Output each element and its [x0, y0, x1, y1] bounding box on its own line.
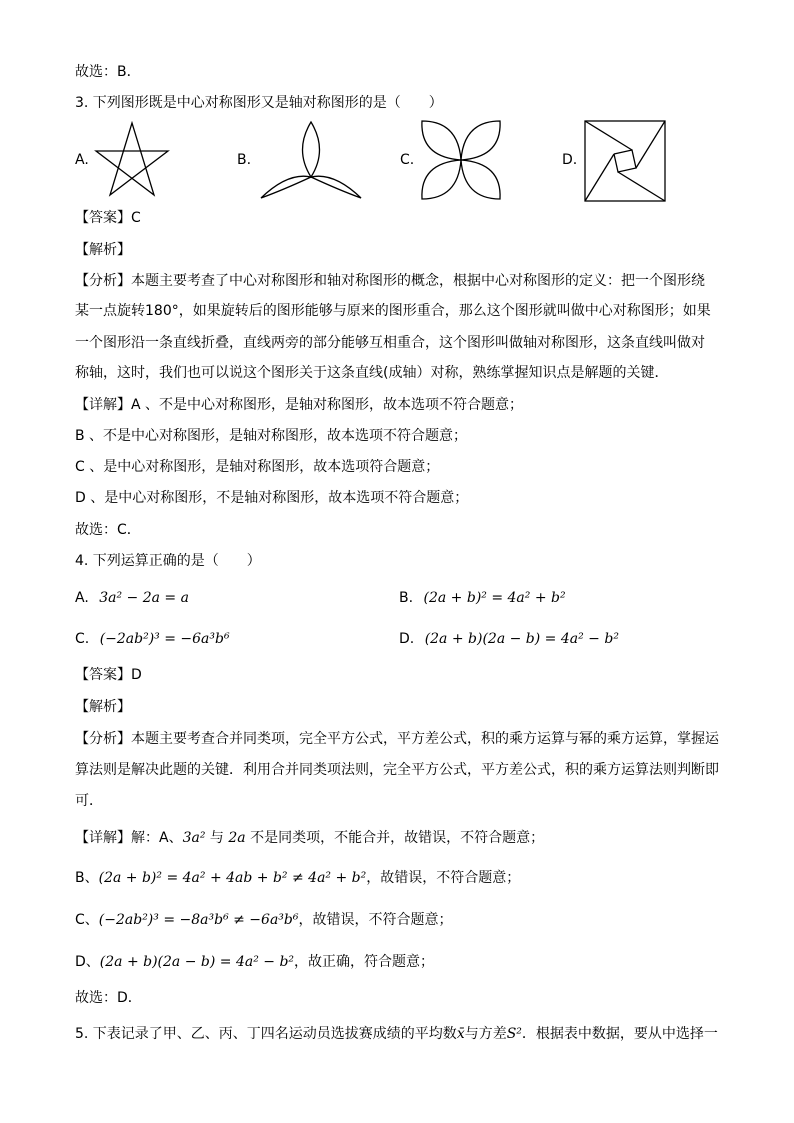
q4-option-d: [399, 628, 619, 650]
q3-detail-line-d: D 、是中心对称图形，不是轴对称图形，故本选项不符合题意；: [75, 490, 469, 506]
q3-analysis-line-2: 某一点旋转180°，如果旋转后的图形能够与原来的图形重合，那么这个图形就叫做中心对称图形；如果: [75, 303, 711, 319]
q4-option-d-label: D.: [399, 631, 415, 647]
q5-xbar: x̄: [456, 1026, 465, 1042]
q4-detail-line-c: [75, 909, 452, 931]
q4-detail-b-suffix: ，故错误，不符合题意；: [366, 870, 521, 886]
q3-detail-line-b: B 、不是中心对称图形，是轴对称图形，故本选项不符合题意；: [75, 428, 468, 444]
q5-stem-suffix: ．根据表中数据，要从中选择一: [521, 1026, 718, 1042]
q5-variance-symbol: S²: [506, 1026, 522, 1042]
q4-detail-c-expr: (−2ab²)³ = −8a³b⁶ ≠ −6a³b⁶: [98, 912, 299, 928]
q4-detail-line-b: [75, 867, 520, 889]
q4-detail-b-expr: (2a + b)² = 4a² + 4ab + b² ≠ 4a² + b²: [98, 870, 367, 886]
q5-stem-prefix: 5. 下表记录了甲、乙、丙、丁四名运动员选拔赛成绩的平均数: [75, 1026, 457, 1042]
q4-option-b-expr: (2a + b)² = 4a² + b²: [423, 590, 566, 606]
q4-option-a-label: A.: [75, 590, 89, 606]
prev-conclusion: 故选：B．: [75, 64, 141, 80]
q4-analysis-line-3: 可．: [75, 793, 103, 809]
q4-answer: 【答案】D: [75, 667, 142, 683]
q4-option-a-expr: 3a² − 2a = a: [99, 590, 189, 606]
q4-conclusion: 故选：D．: [75, 990, 142, 1006]
q3-option-b-label: B.: [237, 152, 252, 168]
q3-detail-line-a: 【详解】A 、不是中心对称图形，是轴对称图形，故本选项不符合题意；: [75, 397, 524, 413]
q4-detail-a-prefix: 【详解】解：A、: [75, 830, 183, 846]
q3-figure-a-star: [94, 121, 170, 199]
q4-detail-a-expr1: 3a²: [182, 830, 206, 846]
q3-stem: 3. 下列图形既是中心对称图形又是轴对称图形的是（ ）: [75, 95, 443, 111]
q4-option-b: [399, 587, 566, 609]
q3-analysis-line-1: 【分析】本题主要考查了中心对称图形和轴对称图形的概念，根据中心对称图形的定义：把一个图形绕: [75, 273, 705, 289]
q4-analysis-line-1: 【分析】本题主要考查合并同类项，完全平方公式，平方差公式，积的乘方运算与幂的乘方运算，掌握运: [75, 731, 719, 747]
q3-option-a-label: A.: [75, 152, 89, 168]
q3-jiexi-heading: 【解析】: [75, 242, 131, 258]
q4-detail-a-mid: 与: [205, 830, 229, 846]
q4-detail-a-suffix: 不是同类项，不能合并，故错误，不符合题意；: [245, 830, 545, 846]
q4-option-c: [75, 628, 230, 650]
q3-figure-d-pinwheel-square: [584, 120, 666, 202]
q3-option-d-label: D.: [562, 152, 578, 168]
q4-detail-c-suffix: ，故错误，不符合题意；: [298, 912, 453, 928]
q3-analysis-line-4: 称轴，这时，我们也可以说这个图形关于这条直线(成轴）对称，熟练掌握知识点是解题的关键．: [75, 365, 669, 381]
q5-stem-mid: 与方差: [464, 1026, 507, 1042]
q4-detail-d-prefix: D、: [75, 954, 100, 970]
q4-option-a: [75, 587, 189, 609]
q3-option-c-label: C.: [400, 152, 415, 168]
q4-option-b-label: B.: [399, 590, 414, 606]
q4-detail-b-prefix: B、: [75, 870, 99, 886]
q4-detail-line-d: [75, 951, 434, 973]
q4-detail-d-suffix: ，故正确，符合题意；: [294, 954, 435, 970]
q3-figure-c-four-petals: [418, 119, 504, 201]
q4-detail-a-expr2: 2a: [228, 830, 246, 846]
q3-figure-b-three-petals: [258, 120, 364, 200]
q4-detail-d-expr: (2a + b)(2a − b) = 4a² − b²: [99, 954, 295, 970]
q3-detail-line-c: C 、是中心对称图形，是轴对称图形，故本选项符合题意；: [75, 459, 440, 475]
q3-conclusion: 故选：C．: [75, 522, 141, 538]
q4-stem: 4. 下列运算正确的是（ ）: [75, 553, 261, 569]
q5-stem: [75, 1023, 718, 1045]
q3-analysis-line-3: 一个图形沿一条直线折叠，直线两旁的部分能够互相重合，这个图形叫做轴对称图形，这条直线叫做对: [75, 335, 705, 351]
q4-detail-line-a: [75, 827, 544, 849]
q3-answer: 【答案】C: [75, 210, 141, 226]
q4-jiexi-heading: 【解析】: [75, 699, 131, 715]
q4-option-d-expr: (2a + b)(2a − b) = 4a² − b²: [424, 631, 619, 647]
q4-detail-c-prefix: C、: [75, 912, 99, 928]
q4-analysis-line-2: 算法则是解决此题的关键．利用合并同类项法则，完全平方公式，平方差公式，积的乘方运算法则判断即: [75, 762, 719, 778]
q4-option-c-label: C.: [75, 631, 90, 647]
q4-option-c-expr: (−2ab²)³ = −6a³b⁶: [99, 631, 230, 647]
